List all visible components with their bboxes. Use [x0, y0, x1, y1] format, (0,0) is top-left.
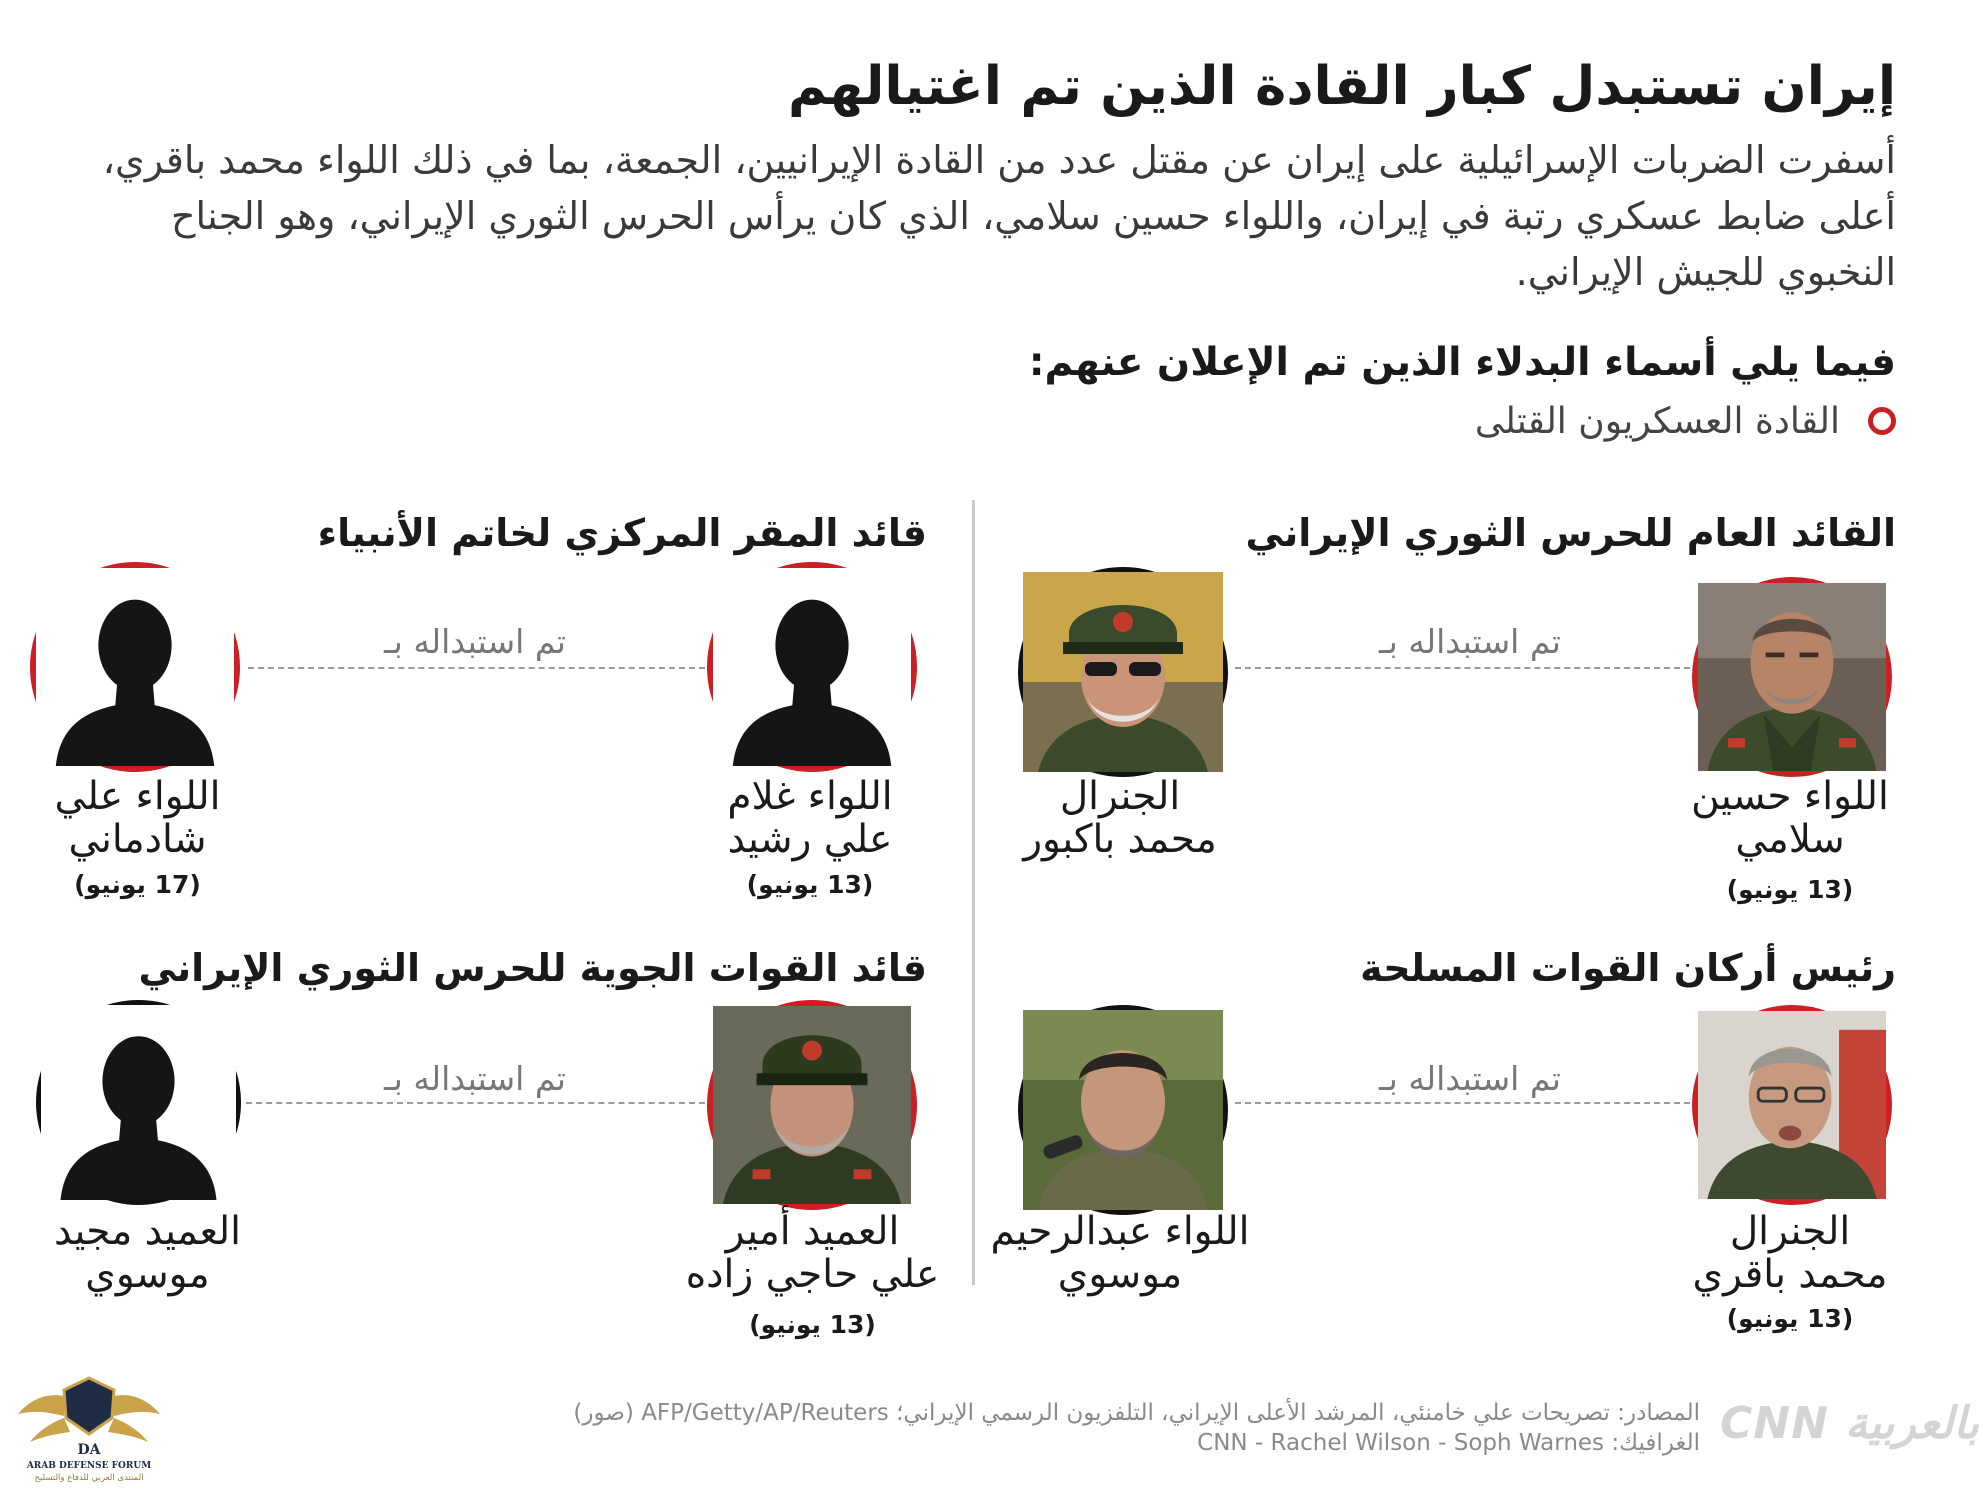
name-mohammad-bagheri-line2: محمد باقري — [1692, 1252, 1888, 1297]
wings-emblem-icon — [14, 1368, 164, 1484]
portrait-photo-icon — [1023, 572, 1223, 772]
name-ali-shadmani-line1: اللواء علي — [54, 774, 221, 819]
replacement-connector — [1235, 1102, 1690, 1104]
date-mohammad-bagheri: (13 يونيو) — [1726, 1304, 1854, 1333]
section-title-irgc: القائد العام للحرس الثوري الإيراني — [1245, 511, 1896, 555]
section-title-khatam: قائد المقر المركزي لخاتم الأنبياء — [317, 511, 927, 555]
forum-name-ar: المنتدى العربي للدفاع والتسليح — [34, 1473, 144, 1483]
portrait-mohammad-bagheri — [1692, 1005, 1892, 1205]
name-hossein-salami-line1: اللواء حسين — [1691, 774, 1889, 819]
replaced-by-label: تم استبداله بـ — [1379, 622, 1561, 661]
portrait-photo-icon — [713, 1006, 911, 1204]
section-title-chief-of-staff: رئيس أركان القوات المسلحة — [1360, 946, 1896, 990]
page-title: إيران تستبدل كبار القادة الذين تم اغتيالهم — [787, 56, 1896, 117]
forum-monogram: DA — [77, 1442, 101, 1458]
sources-credit: المصادر: تصريحات علي خامنئي، المرشد الأعلى الإيراني، التلفزيون الرسمي الإيراني؛ AFP/Getty/AP/Reuters (صور) — [573, 1400, 1700, 1426]
name-hossein-salami-line2: سلامي — [1735, 817, 1845, 862]
graphic-credit: الغرافيك: CNN - Rachel Wilson - Soph Warnes — [1197, 1430, 1700, 1456]
date-gholam-ali-rashid: (13 يونيو) — [746, 870, 874, 899]
replacement-connector — [248, 667, 705, 669]
date-ali-shadmani: (17 يونيو) — [74, 870, 201, 899]
date-amir-ali-hajizadeh: (13 يونيو) — [749, 1310, 876, 1339]
subheading: فيما يلي أسماء البدلاء الذين تم الإعلان عنهم: — [1028, 340, 1896, 385]
cnn-arabic-logo: CNN بالعربية — [1720, 1398, 1979, 1449]
silhouette-icon — [713, 568, 911, 766]
name-majid-mousavi-line1: العميد مجيد — [53, 1209, 242, 1254]
name-abdolrahim-mousavi-line2: موسوي — [1057, 1252, 1183, 1297]
replaced-by-label: تم استبداله بـ — [1379, 1059, 1561, 1098]
forum-name-en: ARAB DEFENSE FORUM — [26, 1461, 152, 1471]
portrait-abdolrahim-mousavi — [1018, 1005, 1228, 1215]
name-mohammad-pakpour-line1: الجنرال — [1059, 774, 1181, 819]
legend-label: القادة العسكريون القتلى — [1474, 401, 1840, 442]
column-divider — [972, 500, 975, 1285]
replacement-connector — [246, 1102, 705, 1104]
name-abdolrahim-mousavi-line1: اللواء عبدالرحيم — [990, 1209, 1250, 1254]
name-gholam-ali-rashid-line2: علي رشيد — [727, 817, 893, 862]
silhouette-icon — [41, 1005, 236, 1200]
portrait-amir-ali-hajizadeh — [707, 1000, 917, 1210]
portrait-photo-icon — [1698, 1011, 1886, 1199]
replaced-by-label: تم استبداله بـ — [384, 622, 566, 661]
date-hossein-salami: (13 يونيو) — [1726, 875, 1854, 904]
red-ring-icon — [1868, 407, 1896, 435]
legend — [996, 397, 1896, 453]
replaced-by-label: تم استبداله بـ — [384, 1059, 566, 1098]
section-title-aerospace: قائد القوات الجوية للحرس الثوري الإيراني — [138, 946, 927, 990]
portrait-photo-icon — [1023, 1010, 1223, 1210]
name-mohammad-pakpour-line2: محمد باكبور — [1023, 817, 1217, 862]
portrait-ali-shadmani — [30, 562, 240, 772]
intro-paragraph: أسفرت الضربات الإسرائيلية على إيران عن مقتل عدد من القادة الإيرانيين، الجمعة، بما في ذلك اللواء محمد باقري، أعلى ضابط عسكري رتبة في إيران، واللواء حسين سلامي، الذي كان يرأس الحرس الثوري الإيراني، وهو الجناح النخبوي للجيش الإيراني. — [102, 138, 1896, 294]
portrait-hossein-salami — [1692, 577, 1892, 777]
portrait-mohammad-pakpour — [1018, 567, 1228, 777]
name-majid-mousavi-line2: موسوي — [85, 1252, 210, 1297]
name-amir-ali-hajizadeh-line1: العميد أمير — [725, 1209, 900, 1254]
replacement-connector — [1235, 667, 1690, 669]
portrait-photo-icon — [1698, 583, 1886, 771]
portrait-gholam-ali-rashid — [707, 562, 917, 772]
name-mohammad-bagheri-line1: الجنرال — [1729, 1209, 1851, 1254]
name-gholam-ali-rashid-line1: اللواء غلام — [727, 774, 893, 819]
name-ali-shadmani-line2: شادماني — [68, 817, 207, 862]
portrait-majid-mousavi — [36, 1000, 241, 1205]
arab-defense-forum-logo — [14, 1368, 164, 1484]
silhouette-icon — [36, 568, 234, 766]
name-amir-ali-hajizadeh-line2: علي حاجي زاده — [685, 1252, 940, 1297]
